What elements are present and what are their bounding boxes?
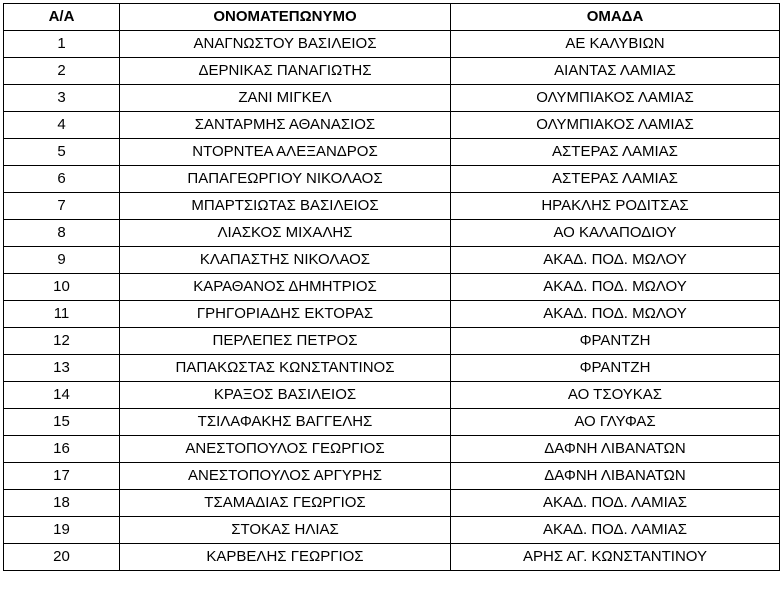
- row-number: 12: [4, 328, 120, 355]
- table-row: [4, 463, 780, 490]
- row-number: 1: [4, 31, 120, 58]
- table-row: [4, 247, 780, 274]
- row-number: 9: [4, 247, 120, 274]
- team-name: ΔΑΦΝΗ ΛΙΒΑΝΑΤΩΝ: [451, 463, 780, 490]
- table-row: [4, 355, 780, 382]
- player-name: ΣΤΟΚΑΣ ΗΛΙΑΣ: [120, 517, 451, 544]
- table-row: [4, 490, 780, 517]
- team-name: ΑΚΑΔ. ΠΟΔ. ΜΩΛΟΥ: [451, 247, 780, 274]
- player-name: ΔΕΡΝΙΚΑΣ ΠΑΝΑΓΙΩΤΗΣ: [120, 58, 451, 85]
- player-name: ΑΝΕΣΤΟΠΟΥΛΟΣ ΑΡΓΥΡΗΣ: [120, 463, 451, 490]
- table-row: [4, 31, 780, 58]
- row-number: 3: [4, 85, 120, 112]
- table-row: [4, 220, 780, 247]
- player-name: ΠΕΡΛΕΠΕΣ ΠΕΤΡΟΣ: [120, 328, 451, 355]
- player-name: ΑΝΕΣΤΟΠΟΥΛΟΣ ΓΕΩΡΓΙΟΣ: [120, 436, 451, 463]
- team-name: ΑΟ ΚΑΛΑΠΟΔΙΟΥ: [451, 220, 780, 247]
- table-row: [4, 112, 780, 139]
- row-number: 14: [4, 382, 120, 409]
- team-name: ΑΚΑΔ. ΠΟΔ. ΜΩΛΟΥ: [451, 274, 780, 301]
- header-row: [4, 4, 780, 31]
- row-number: 18: [4, 490, 120, 517]
- team-name: ΑΚΑΔ. ΠΟΔ. ΜΩΛΟΥ: [451, 301, 780, 328]
- table-row: [4, 193, 780, 220]
- row-number: 16: [4, 436, 120, 463]
- player-name: ΛΙΑΣΚΟΣ ΜΙΧΑΛΗΣ: [120, 220, 451, 247]
- player-name: ΝΤΟΡΝΤΕΑ ΑΛΕΞΑΝΔΡΟΣ: [120, 139, 451, 166]
- table-row: [4, 328, 780, 355]
- team-name: ΑΕ ΚΑΛΥΒΙΩΝ: [451, 31, 780, 58]
- player-name: ΚΑΡΑΘΑΝΟΣ ΔΗΜΗΤΡΙΟΣ: [120, 274, 451, 301]
- row-number: 19: [4, 517, 120, 544]
- table-row: [4, 517, 780, 544]
- player-name: ΖΑΝΙ ΜΙΓΚΕΛ: [120, 85, 451, 112]
- row-number: 11: [4, 301, 120, 328]
- header-number: Α/Α: [4, 4, 120, 31]
- team-name: ΑΟ ΓΛΥΦΑΣ: [451, 409, 780, 436]
- team-name: ΦΡΑΝΤΖΗ: [451, 328, 780, 355]
- row-number: 10: [4, 274, 120, 301]
- team-name: ΑΣΤΕΡΑΣ ΛΑΜΙΑΣ: [451, 166, 780, 193]
- row-number: 6: [4, 166, 120, 193]
- row-number: 20: [4, 544, 120, 571]
- table-row: [4, 85, 780, 112]
- row-number: 2: [4, 58, 120, 85]
- team-name: ΔΑΦΝΗ ΛΙΒΑΝΑΤΩΝ: [451, 436, 780, 463]
- players-table: [3, 3, 780, 571]
- player-name: ΜΠΑΡΤΣΙΩΤΑΣ ΒΑΣΙΛΕΙΟΣ: [120, 193, 451, 220]
- player-name: ΤΣΙΛΑΦΑΚΗΣ ΒΑΓΓΕΛΗΣ: [120, 409, 451, 436]
- team-name: ΑΚΑΔ. ΠΟΔ. ΛΑΜΙΑΣ: [451, 490, 780, 517]
- player-name: ΚΛΑΠΑΣΤΗΣ ΝΙΚΟΛΑΟΣ: [120, 247, 451, 274]
- row-number: 7: [4, 193, 120, 220]
- player-name: ΣΑΝΤΑΡΜΗΣ ΑΘΑΝΑΣΙΟΣ: [120, 112, 451, 139]
- team-name: ΑΟ ΤΣΟΥΚΑΣ: [451, 382, 780, 409]
- team-name: ΗΡΑΚΛΗΣ ΡΟΔΙΤΣΑΣ: [451, 193, 780, 220]
- table-row: [4, 139, 780, 166]
- player-name: ΚΑΡΒΕΛΗΣ ΓΕΩΡΓΙΟΣ: [120, 544, 451, 571]
- player-name: ΤΣΑΜΑΔΙΑΣ ΓΕΩΡΓΙΟΣ: [120, 490, 451, 517]
- header-full-name: ΟΝΟΜΑΤΕΠΩΝΥΜΟ: [120, 4, 451, 31]
- table-row: [4, 274, 780, 301]
- player-name: ΚΡΑΞΟΣ ΒΑΣΙΛΕΙΟΣ: [120, 382, 451, 409]
- table-row: [4, 544, 780, 571]
- table-row: [4, 382, 780, 409]
- player-name: ΓΡΗΓΟΡΙΑΔΗΣ ΕΚΤΟΡΑΣ: [120, 301, 451, 328]
- row-number: 4: [4, 112, 120, 139]
- row-number: 5: [4, 139, 120, 166]
- row-number: 15: [4, 409, 120, 436]
- team-name: ΑΡΗΣ ΑΓ. ΚΩΝΣΤΑΝΤΙΝΟΥ: [451, 544, 780, 571]
- table-row: [4, 58, 780, 85]
- row-number: 13: [4, 355, 120, 382]
- table-row: [4, 166, 780, 193]
- table-header: [4, 4, 780, 31]
- player-name: ΠΑΠΑΓΕΩΡΓΙΟΥ ΝΙΚΟΛΑΟΣ: [120, 166, 451, 193]
- team-name: ΟΛΥΜΠΙΑΚΟΣ ΛΑΜΙΑΣ: [451, 112, 780, 139]
- table-row: [4, 409, 780, 436]
- team-name: ΟΛΥΜΠΙΑΚΟΣ ΛΑΜΙΑΣ: [451, 85, 780, 112]
- table-body: [4, 31, 780, 571]
- player-name: ΑΝΑΓΝΩΣΤΟΥ ΒΑΣΙΛΕΙΟΣ: [120, 31, 451, 58]
- row-number: 8: [4, 220, 120, 247]
- row-number: 17: [4, 463, 120, 490]
- team-name: ΑΙΑΝΤΑΣ ΛΑΜΙΑΣ: [451, 58, 780, 85]
- team-name: ΑΣΤΕΡΑΣ ΛΑΜΙΑΣ: [451, 139, 780, 166]
- team-name: ΦΡΑΝΤΖΗ: [451, 355, 780, 382]
- table-row: [4, 301, 780, 328]
- player-name: ΠΑΠΑΚΩΣΤΑΣ ΚΩΝΣΤΑΝΤΙΝΟΣ: [120, 355, 451, 382]
- header-team: ΟΜΑΔΑ: [451, 4, 780, 31]
- team-name: ΑΚΑΔ. ΠΟΔ. ΛΑΜΙΑΣ: [451, 517, 780, 544]
- table-row: [4, 436, 780, 463]
